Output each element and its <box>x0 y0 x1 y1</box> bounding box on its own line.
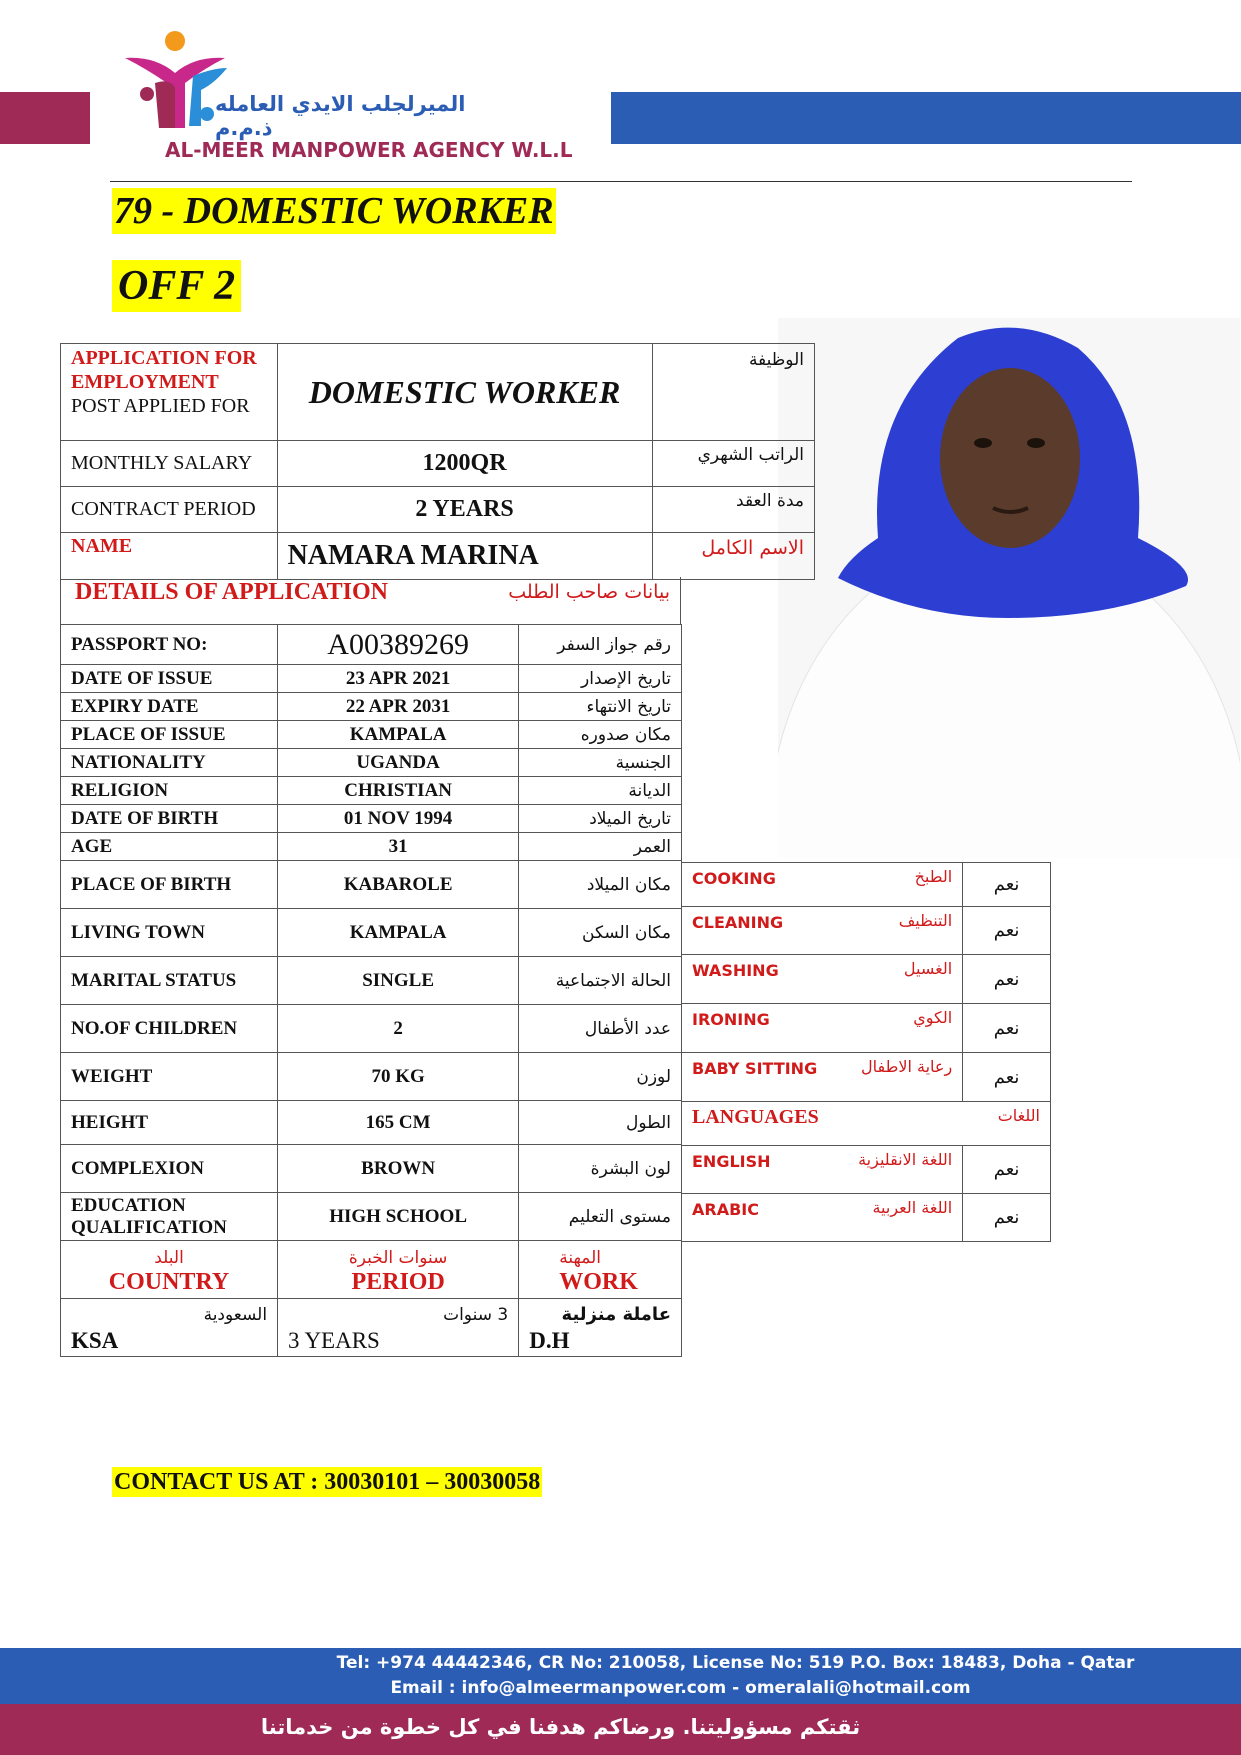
detail-value: CHRISTIAN <box>278 777 519 805</box>
skill-cell <box>682 955 963 1004</box>
detail-value: UGANDA <box>278 749 519 777</box>
contract-value: 2 YEARS <box>277 487 652 533</box>
footer-blue <box>0 1648 1241 1704</box>
language-cell <box>682 1194 963 1242</box>
detail-arabic: الحالة الاجتماعية <box>519 957 682 1005</box>
skill-yes: نعم <box>963 1004 1051 1053</box>
application-label: APPLICATION FOR EMPLOYMENT <box>71 347 257 393</box>
language-yes: نعم <box>963 1146 1051 1194</box>
detail-label: COMPLEXION <box>61 1145 278 1193</box>
detail-value: HIGH SCHOOL <box>278 1193 519 1241</box>
period-header-en: PERIOD <box>351 1268 445 1295</box>
skill-cell <box>682 1053 963 1102</box>
skill-cell <box>682 1004 963 1053</box>
skill-en: COOKING <box>692 869 776 888</box>
application-table <box>60 343 815 580</box>
detail-label: HEIGHT <box>61 1101 278 1145</box>
header-right-bar <box>611 92 1241 144</box>
page-title: 79 - DOMESTIC WORKER <box>114 190 554 232</box>
header-left-bar <box>0 92 90 144</box>
detail-value: 01 NOV 1994 <box>278 805 519 833</box>
detail-value: 165 CM <box>278 1101 519 1145</box>
detail-value: 31 <box>278 833 519 861</box>
footer-maroon <box>0 1704 1241 1755</box>
footer-line1: Tel: +974 44442346, CR No: 210058, License No: 519 P.O. Box: 18483, Doha - Qatar <box>336 1653 1135 1673</box>
header-divider <box>110 181 1132 182</box>
footer-slogan: ثقتكم مسؤوليتنا. ورضاكم هدفنا في كل خطوة من خدماتنا <box>260 1715 861 1739</box>
work-header-en: WORK <box>559 1268 638 1295</box>
skill-en: CLEANING <box>692 913 784 932</box>
detail-label: RELIGION <box>61 777 278 805</box>
detail-value: A00389269 <box>278 625 519 665</box>
detail-label: NO.OF CHILDREN <box>61 1005 278 1053</box>
detail-label: DATE OF BIRTH <box>61 805 278 833</box>
detail-arabic: رقم جواز السفر <box>519 625 682 665</box>
experience-country: KSA <box>71 1327 119 1353</box>
detail-value: 2 <box>278 1005 519 1053</box>
post-label: POST APPLIED FOR <box>71 395 250 417</box>
skill-yes: نعم <box>963 863 1051 907</box>
detail-value: 23 APR 2021 <box>278 665 519 693</box>
detail-value: SINGLE <box>278 957 519 1005</box>
contract-arabic: مدة العقد <box>652 487 814 533</box>
salary-label: MONTHLY SALARY <box>61 441 278 487</box>
name-label: NAME <box>61 533 278 580</box>
period-header-ar: سنوات الخبرة <box>348 1247 448 1268</box>
details-header-en: DETAILS OF APPLICATION <box>75 579 388 605</box>
contact-line: CONTACT US AT : 30030101 – 30030058 <box>114 1469 541 1495</box>
language-yes: نعم <box>963 1194 1051 1242</box>
salary-value: 1200QR <box>277 441 652 487</box>
detail-label: DATE OF ISSUE <box>61 665 278 693</box>
skill-en: WASHING <box>692 961 779 980</box>
experience-work: D.H <box>529 1327 570 1353</box>
detail-value: 22 APR 2031 <box>278 693 519 721</box>
detail-label: EXPIRY DATE <box>61 693 278 721</box>
detail-label: WEIGHT <box>61 1053 278 1101</box>
detail-value: BROWN <box>278 1145 519 1193</box>
work-header-ar: المهنة <box>559 1247 602 1268</box>
detail-label: MARITAL STATUS <box>61 957 278 1005</box>
salary-arabic: الراتب الشهري <box>652 441 814 487</box>
country-header-en: COUNTRY <box>108 1268 230 1295</box>
detail-value: KABAROLE <box>278 861 519 909</box>
country-header-ar: البلد <box>154 1247 184 1268</box>
detail-label: NATIONALITY <box>61 749 278 777</box>
detail-arabic: تاريخ الإصدار <box>519 665 682 693</box>
language-en: ENGLISH <box>692 1152 771 1171</box>
experience-period-ar: 3 سنوات <box>443 1304 509 1325</box>
details-table <box>60 624 682 1357</box>
detail-label: AGE <box>61 833 278 861</box>
languages-header <box>682 1102 1051 1146</box>
experience-country-ar: السعودية <box>203 1304 268 1325</box>
detail-label: PLACE OF ISSUE <box>61 721 278 749</box>
skill-yes: نعم <box>963 907 1051 955</box>
name-arabic: الاسم الكامل <box>652 533 814 580</box>
detail-value: 70 KG <box>278 1053 519 1101</box>
experience-period: 3 YEARS <box>288 1327 380 1353</box>
skill-yes: نعم <box>963 1053 1051 1102</box>
detail-arabic: مكان صدوره <box>519 721 682 749</box>
detail-arabic: العمر <box>519 833 682 861</box>
detail-arabic: عدد الأطفال <box>519 1005 682 1053</box>
experience-work-ar: عاملة منزلية <box>561 1303 671 1325</box>
skills-table <box>681 862 1051 1242</box>
detail-label: LIVING TOWN <box>61 909 278 957</box>
applicant-photo <box>778 318 1240 858</box>
skill-cell <box>682 863 963 907</box>
detail-arabic: لون البشرة <box>519 1145 682 1193</box>
skill-yes: نعم <box>963 955 1051 1004</box>
brand-arabic: الميرلجلب الايدي العامله ذ.م.م <box>215 92 466 140</box>
skill-ar: التنظيف <box>898 911 953 930</box>
detail-label: PLACE OF BIRTH <box>61 861 278 909</box>
brand-english: AL-MEER MANPOWER AGENCY W.L.L <box>165 138 573 162</box>
detail-arabic: الجنسية <box>519 749 682 777</box>
post-value: DOMESTIC WORKER <box>277 344 652 441</box>
page-subtitle: OFF 2 <box>112 260 241 312</box>
language-ar: اللغة العربية <box>872 1198 953 1217</box>
detail-arabic: مكان الميلاد <box>519 861 682 909</box>
skill-cell <box>682 907 963 955</box>
language-en: ARABIC <box>692 1200 759 1219</box>
detail-value: KAMPALA <box>278 721 519 749</box>
detail-value: KAMPALA <box>278 909 519 957</box>
language-cell <box>682 1146 963 1194</box>
contract-label: CONTRACT PERIOD <box>61 487 278 533</box>
name-value: NAMARA MARINA <box>277 533 652 580</box>
detail-arabic: الديانة <box>519 777 682 805</box>
languages-header-ar: اللغات <box>997 1106 1040 1125</box>
skill-en: IRONING <box>692 1010 770 1029</box>
detail-arabic: لوزن <box>519 1053 682 1101</box>
skill-ar: الكوي <box>913 1008 953 1027</box>
detail-arabic: تاريخ الميلاد <box>519 805 682 833</box>
details-header-ar: بيانات صاحب الطلب <box>508 581 670 603</box>
detail-label: EDUCATION QUALIFICATION <box>61 1193 278 1241</box>
detail-arabic: تاريخ الانتهاء <box>519 693 682 721</box>
detail-arabic: مستوى التعليم <box>519 1193 682 1241</box>
languages-header-en: LANGUAGES <box>692 1106 819 1128</box>
skill-ar: الغسيل <box>903 959 953 978</box>
footer-line2: Email : info@almeermanpower.com - omeralali@hotmail.com <box>390 1678 971 1698</box>
skill-en: BABY SITTING <box>692 1059 818 1078</box>
skill-ar: الطبخ <box>914 867 953 886</box>
post-arabic: الوظيفة <box>652 344 814 441</box>
language-ar: اللغة الانقليزية <box>858 1150 953 1169</box>
detail-label: PASSPORT NO: <box>61 625 278 665</box>
detail-arabic: مكان السكن <box>519 909 682 957</box>
details-header <box>60 577 681 625</box>
detail-arabic: الطول <box>519 1101 682 1145</box>
skill-ar: رعاية الاطفال <box>861 1057 953 1076</box>
